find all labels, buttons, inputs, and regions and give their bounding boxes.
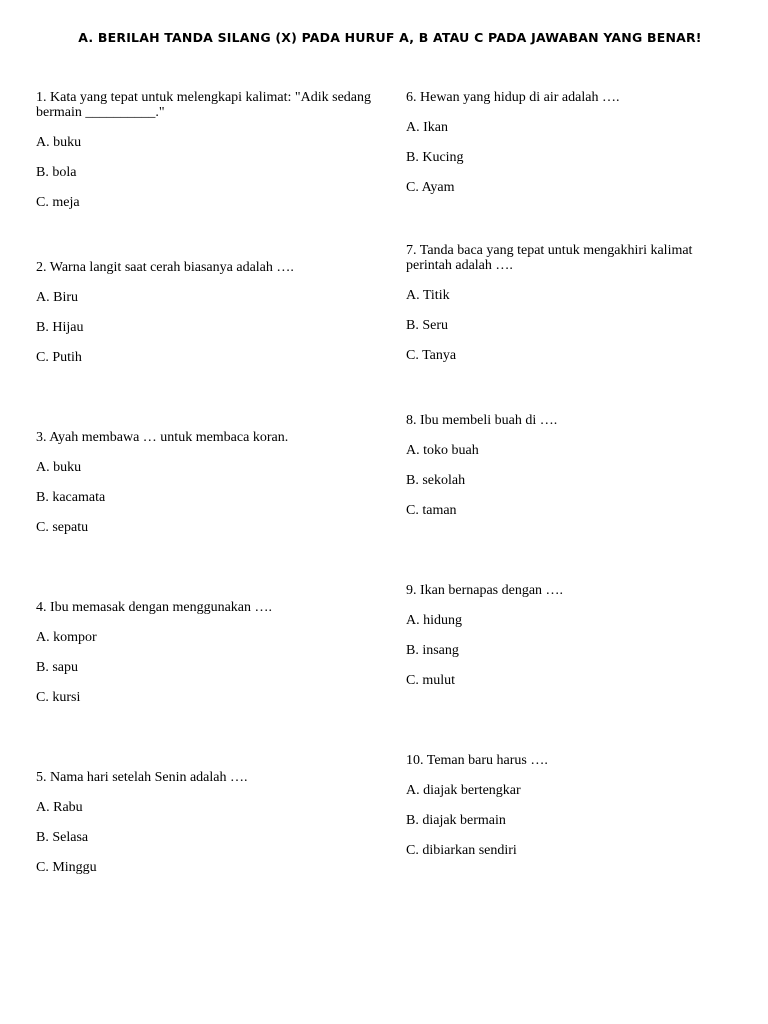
option-a[interactable]: A. Titik (406, 288, 450, 303)
option-a[interactable]: A. diajak bertengkar (406, 783, 521, 798)
question-3 (36, 430, 376, 582)
question-text: 10. Teman baru harus …. (406, 753, 548, 768)
option-a[interactable]: A. kompor (36, 630, 97, 645)
option-c[interactable]: C. kursi (36, 690, 81, 705)
question-text: 5. Nama hari setelah Senin adalah …. (36, 770, 248, 785)
option-b[interactable]: B. diajak bermain (406, 813, 506, 828)
question-5 (36, 770, 376, 922)
option-a[interactable]: A. Rabu (36, 800, 83, 815)
option-b[interactable]: B. Selasa (36, 830, 89, 845)
option-b[interactable]: B. Seru (406, 318, 448, 333)
question-text: 9. Ikan bernapas dengan …. (406, 583, 564, 598)
question-9 (406, 583, 736, 735)
option-b[interactable]: B. sekolah (406, 473, 466, 488)
option-c[interactable]: C. Minggu (36, 860, 97, 875)
question-text: 8. Ibu membeli buah di …. (406, 413, 558, 428)
option-a[interactable]: A. hidung (406, 613, 462, 628)
page-title: A. BERILAH TANDA SILANG (X) PADA HURUF A, B ATAU C PADA JAWABAN YANG BENAR! (78, 30, 702, 45)
option-b[interactable]: B. sapu (36, 660, 78, 675)
question-text: 4. Ibu memasak dengan menggunakan …. (36, 600, 272, 615)
option-c[interactable]: C. Tanya (406, 348, 457, 363)
question-4 (36, 600, 376, 752)
questions-left-column (36, 90, 376, 922)
option-b[interactable]: B. Hijau (36, 320, 84, 335)
option-c[interactable]: C. sepatu (36, 520, 89, 535)
question-text: 6. Hewan yang hidup di air adalah …. (406, 90, 620, 105)
option-a[interactable]: A. buku (36, 460, 82, 475)
question-text: 7. Tanda baca yang tepat untuk mengakhiri kalimat perintah adalah …. (406, 243, 693, 273)
option-c[interactable]: C. Ayam (406, 180, 455, 195)
option-a[interactable]: A. buku (36, 135, 82, 150)
question-8 (406, 413, 736, 565)
option-b[interactable]: B. kacamata (36, 490, 106, 505)
option-b[interactable]: B. bola (36, 165, 77, 180)
question-10 (406, 753, 736, 905)
question-2 (36, 260, 376, 412)
questions-right-column (406, 90, 736, 905)
question-text: 2. Warna langit saat cerah biasanya adalah …. (36, 260, 294, 275)
option-c[interactable]: C. taman (406, 503, 457, 518)
option-a[interactable]: A. Ikan (406, 120, 448, 135)
option-a[interactable]: A. toko buah (406, 443, 479, 458)
option-c[interactable]: C. meja (36, 195, 80, 210)
option-b[interactable]: B. Kucing (406, 150, 464, 165)
question-7 (406, 243, 736, 395)
question-1 (36, 90, 376, 242)
question-text: 1. Kata yang tepat untuk melengkapi kalimat: "Adik sedang bermain __________." (36, 90, 372, 120)
option-b[interactable]: B. insang (406, 643, 459, 658)
option-c[interactable]: C. mulut (406, 673, 456, 688)
question-6 (406, 90, 736, 242)
question-text: 3. Ayah membawa … untuk membaca koran. (36, 430, 289, 445)
option-c[interactable]: C. dibiarkan sendiri (406, 843, 517, 858)
option-a[interactable]: A. Biru (36, 290, 78, 305)
option-c[interactable]: C. Putih (36, 350, 82, 365)
